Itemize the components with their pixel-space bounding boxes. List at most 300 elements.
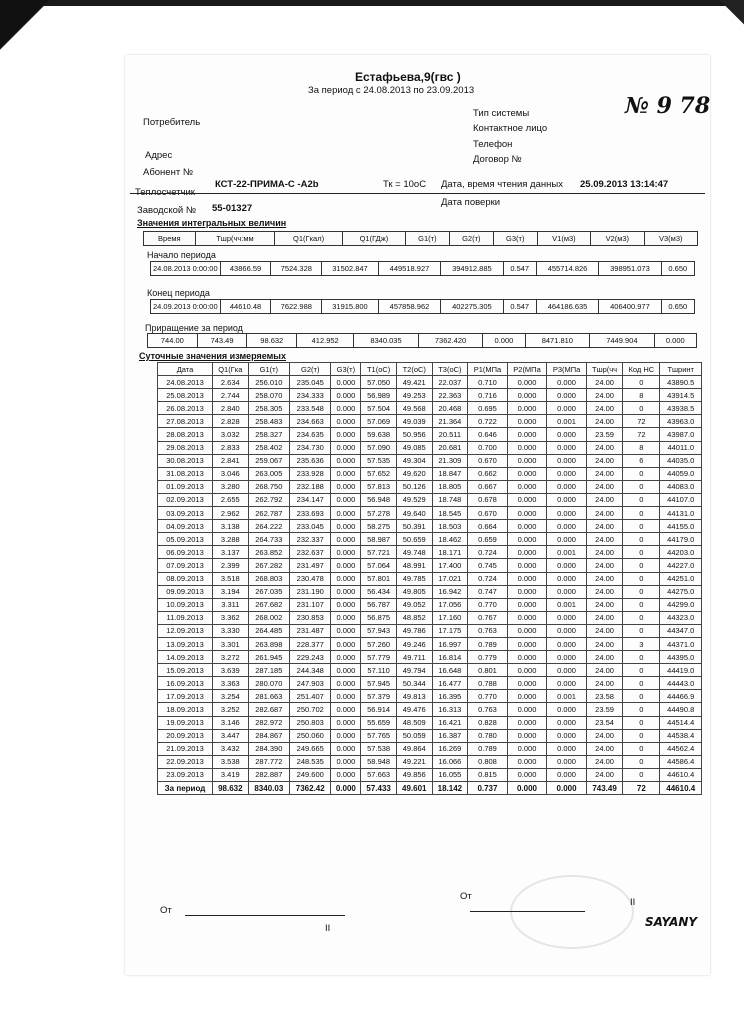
- cell: 57.260: [361, 637, 397, 650]
- cell: 18.171: [432, 546, 468, 559]
- cell: 3: [623, 637, 660, 650]
- contract-label: Договор №: [473, 154, 522, 165]
- cell: 0: [623, 493, 660, 506]
- cell: 8: [623, 389, 660, 402]
- table-row: [158, 507, 702, 520]
- cell: 0: [623, 559, 660, 572]
- cell: 01.09.2013: [158, 480, 213, 493]
- scan-shadow: [0, 0, 70, 70]
- cell: 0.722: [468, 415, 508, 428]
- cell: 0.000: [547, 637, 587, 650]
- cell: 233.548: [290, 402, 331, 415]
- cell: 0: [623, 480, 660, 493]
- cell: 10.09.2013: [158, 598, 213, 611]
- cell: 56.787: [361, 598, 397, 611]
- cell: 0.001: [547, 598, 587, 611]
- cell: 0.000: [331, 624, 361, 637]
- cell: 18.748: [432, 493, 468, 506]
- cell: 0.000: [507, 651, 547, 664]
- cell: 3.301: [213, 637, 249, 650]
- cell: 258.070: [248, 389, 289, 402]
- cell: 0.788: [468, 677, 508, 690]
- cell: 2.841: [213, 454, 249, 467]
- consumer-label: Потребитель: [143, 117, 201, 128]
- cell: 22.037: [432, 376, 468, 389]
- cell: 24.00: [586, 755, 622, 768]
- cell: 0.000: [547, 376, 587, 389]
- cell: 0.001: [547, 415, 587, 428]
- cell: 264.733: [248, 533, 289, 546]
- col-header: G2(т): [449, 232, 493, 246]
- cell: 0.000: [331, 690, 361, 703]
- cell: 0.678: [468, 493, 508, 506]
- cell: 0.646: [468, 428, 508, 441]
- cell: 0.000: [547, 782, 587, 795]
- cell: 28.08.2013: [158, 428, 213, 441]
- cell: 0.000: [507, 611, 547, 624]
- cell: 57.090: [361, 441, 397, 454]
- cell: 3.138: [213, 520, 249, 533]
- table-row: [158, 480, 702, 493]
- cell: 2.828: [213, 415, 249, 428]
- cell: 17.175: [432, 624, 468, 637]
- cell: 50.391: [396, 520, 432, 533]
- cell: 2.399: [213, 559, 249, 572]
- cell: 398951.073: [599, 262, 661, 276]
- contact-label: Контактное лицо: [473, 123, 548, 134]
- cell: 48.991: [396, 559, 432, 572]
- col-header: Тшр(чч: [586, 363, 622, 376]
- cell: 49.805: [396, 585, 432, 598]
- table-row: [158, 677, 702, 690]
- cell: 98.632: [213, 782, 249, 795]
- cell: 17.09.2013: [158, 690, 213, 703]
- cell: 8340.03: [248, 782, 289, 795]
- table-row: [158, 441, 702, 454]
- cell: 0.000: [507, 768, 547, 781]
- cell: 16.395: [432, 690, 468, 703]
- cell: 3.363: [213, 677, 249, 690]
- cell: 57.652: [361, 467, 397, 480]
- cell: 0: [623, 624, 660, 637]
- cell: 49.304: [396, 454, 432, 467]
- cell: 8340.035: [354, 334, 419, 348]
- read-datetime-value: 25.09.2013 13:14:47: [580, 179, 669, 190]
- cell: 3.280: [213, 480, 249, 493]
- cell: 23.59: [586, 428, 622, 441]
- cell: 59.638: [361, 428, 397, 441]
- col-header: G3(т): [493, 232, 537, 246]
- cell: 18.503: [432, 520, 468, 533]
- cell: 258.402: [248, 441, 289, 454]
- cell: 0.815: [468, 768, 508, 781]
- cell: 0: [623, 664, 660, 677]
- cell: 0.000: [507, 520, 547, 533]
- cell: 0.000: [331, 755, 361, 768]
- cell: 57.765: [361, 729, 397, 742]
- cell: 44419.0: [660, 664, 702, 677]
- cell: 0.724: [468, 546, 508, 559]
- cell: За период: [158, 782, 213, 795]
- cell: 0: [623, 507, 660, 520]
- cell: 24.00: [586, 768, 622, 781]
- cell: 2.962: [213, 507, 249, 520]
- cell: 23.58: [586, 690, 622, 703]
- cell: 402275.305: [441, 300, 503, 314]
- daily-body: [158, 376, 702, 782]
- cell: 56.948: [361, 493, 397, 506]
- cell: 57.943: [361, 624, 397, 637]
- cell: 0.000: [331, 664, 361, 677]
- cell: 232.188: [290, 480, 331, 493]
- cell: 49.864: [396, 742, 432, 755]
- table-row: [158, 624, 702, 637]
- cell: 268.750: [248, 480, 289, 493]
- table-row: [158, 651, 702, 664]
- cell: 44011.0: [660, 441, 702, 454]
- cell: 0: [623, 376, 660, 389]
- table-row: [158, 729, 702, 742]
- cell: 57.050: [361, 376, 397, 389]
- cell: 56.989: [361, 389, 397, 402]
- cell: 0.695: [468, 402, 508, 415]
- cell: 3.046: [213, 467, 249, 480]
- cell: 0.000: [507, 742, 547, 755]
- cell: 0.662: [468, 467, 508, 480]
- cell: 282.972: [248, 716, 289, 729]
- cell: 18.09.2013: [158, 703, 213, 716]
- table-row: [158, 467, 702, 480]
- cell: 19.09.2013: [158, 716, 213, 729]
- cell: 0.745: [468, 559, 508, 572]
- cell: 235.045: [290, 376, 331, 389]
- cell: 3.362: [213, 611, 249, 624]
- cell: 22.363: [432, 389, 468, 402]
- cell: 268.002: [248, 611, 289, 624]
- cell: 2.833: [213, 441, 249, 454]
- cell: 23.09.2013: [158, 768, 213, 781]
- cell: 3.146: [213, 716, 249, 729]
- info-divider: [130, 193, 705, 194]
- cell: 16.313: [432, 703, 468, 716]
- cell: 16.421: [432, 716, 468, 729]
- cell: 18.142: [432, 782, 468, 795]
- cell: 24.00: [586, 637, 622, 650]
- cell: 49.221: [396, 755, 432, 768]
- cell: 234.147: [290, 493, 331, 506]
- cell: 0.000: [331, 493, 361, 506]
- mark-right: II: [630, 897, 636, 908]
- cell: 0.000: [507, 507, 547, 520]
- cell: 0.000: [331, 441, 361, 454]
- cell: 0.000: [331, 520, 361, 533]
- cell: 263.852: [248, 546, 289, 559]
- cell: 0: [623, 402, 660, 415]
- table-row: [158, 533, 702, 546]
- cell: 49.246: [396, 637, 432, 650]
- cell: 0.737: [468, 782, 508, 795]
- signature-line-left: [185, 915, 345, 916]
- cell: 20.681: [432, 441, 468, 454]
- cell: 230.853: [290, 611, 331, 624]
- cell: 0.000: [331, 716, 361, 729]
- col-header: Код НС: [623, 363, 660, 376]
- daily-section-title: Суточные значения измеряемых: [139, 351, 286, 361]
- cell: 06.09.2013: [158, 546, 213, 559]
- cell: 0.767: [468, 611, 508, 624]
- cell: 57.721: [361, 546, 397, 559]
- cell: 43914.5: [660, 389, 702, 402]
- cell: 457858.962: [378, 300, 440, 314]
- table-row: [158, 742, 702, 755]
- cell: 0.650: [661, 262, 694, 276]
- cell: 25.08.2013: [158, 389, 213, 402]
- cell: 72: [623, 415, 660, 428]
- cell: 24.00: [586, 520, 622, 533]
- cell: 0.000: [331, 467, 361, 480]
- cell: 44538.4: [660, 729, 702, 742]
- cell: 3.538: [213, 755, 249, 768]
- cell: 57.538: [361, 742, 397, 755]
- cell: 0.000: [507, 637, 547, 650]
- cell: 0.000: [507, 598, 547, 611]
- cell: 464186.635: [536, 300, 598, 314]
- cell: 16.09.2013: [158, 677, 213, 690]
- cell: 0.650: [661, 300, 694, 314]
- handwritten-mark: № 9 78: [625, 93, 711, 119]
- faded-stamp: [510, 875, 634, 949]
- cell: 264.485: [248, 624, 289, 637]
- cell: 249.665: [290, 742, 331, 755]
- cell: 0.000: [507, 703, 547, 716]
- cell: 44323.0: [660, 611, 702, 624]
- cell: 12.09.2013: [158, 624, 213, 637]
- cell: 0: [623, 703, 660, 716]
- table-row: [158, 768, 702, 781]
- cell: 24.00: [586, 677, 622, 690]
- col-header: T2(оС): [396, 363, 432, 376]
- cell: 267.035: [248, 585, 289, 598]
- cell: 0.000: [547, 624, 587, 637]
- cell: 44466.9: [660, 690, 702, 703]
- cell: 0: [623, 467, 660, 480]
- col-header: T1(оС): [361, 363, 397, 376]
- table-row: [148, 334, 697, 348]
- cell: 0.000: [547, 742, 587, 755]
- cell: 24.00: [586, 402, 622, 415]
- cell: 07.09.2013: [158, 559, 213, 572]
- cell: 49.568: [396, 402, 432, 415]
- cell: 394912.885: [441, 262, 503, 276]
- address-label: Адрес: [145, 150, 173, 161]
- cell: 287.185: [248, 664, 289, 677]
- cell: 0.000: [331, 585, 361, 598]
- cell: 744.00: [148, 334, 198, 348]
- cell: 50.059: [396, 729, 432, 742]
- cell: 43987.0: [660, 428, 702, 441]
- cell: 44155.0: [660, 520, 702, 533]
- meter-label: Теплосчетчик: [135, 187, 195, 198]
- cell: 98.632: [247, 334, 297, 348]
- cell: 0.000: [547, 716, 587, 729]
- cell: 268.803: [248, 572, 289, 585]
- table-row: [158, 389, 702, 402]
- cell: 50.344: [396, 677, 432, 690]
- cell: 282.887: [248, 768, 289, 781]
- cell: 0.770: [468, 598, 508, 611]
- cell: 31915.800: [322, 300, 379, 314]
- cell: 18.545: [432, 507, 468, 520]
- col-header: G1(т): [248, 363, 289, 376]
- cell: 15.09.2013: [158, 664, 213, 677]
- cell: 24.00: [586, 493, 622, 506]
- cell: 0.000: [547, 520, 587, 533]
- cell: 0.000: [547, 533, 587, 546]
- cell: 0.000: [507, 729, 547, 742]
- cell: 0.001: [547, 546, 587, 559]
- cell: 3.447: [213, 729, 249, 742]
- cell: 44275.0: [660, 585, 702, 598]
- cell: 0.000: [507, 389, 547, 402]
- cell: 0.000: [331, 572, 361, 585]
- cell: 250.702: [290, 703, 331, 716]
- cell: 0.000: [547, 507, 587, 520]
- cell: 16.814: [432, 651, 468, 664]
- cell: 31.08.2013: [158, 467, 213, 480]
- cell: 0.000: [507, 585, 547, 598]
- cell: 24.00: [586, 376, 622, 389]
- col-header: Тшринт: [660, 363, 702, 376]
- col-header: Дата: [158, 363, 213, 376]
- system-type-label: Тип системы: [473, 108, 530, 119]
- cell: 11.09.2013: [158, 611, 213, 624]
- cell: 7524.328: [271, 262, 322, 276]
- integral-delta-row: [147, 333, 697, 348]
- cell: 16.066: [432, 755, 468, 768]
- cell: 44131.0: [660, 507, 702, 520]
- cell: 0.000: [331, 428, 361, 441]
- document-title: Естафьева,9(гвс ): [355, 70, 461, 84]
- cell: 0.747: [468, 585, 508, 598]
- cell: 44227.0: [660, 559, 702, 572]
- delta-label: Приращение за период: [145, 323, 243, 333]
- cell: 0.000: [507, 467, 547, 480]
- cell: 21.364: [432, 415, 468, 428]
- cell: 263.005: [248, 467, 289, 480]
- cell: 406400.977: [599, 300, 661, 314]
- cell: 0.000: [331, 389, 361, 402]
- col-header: G3(т): [331, 363, 361, 376]
- cell: 0.000: [331, 415, 361, 428]
- cell: 24.08.2013: [158, 376, 213, 389]
- cell: 55.659: [361, 716, 397, 729]
- table-row: [158, 690, 702, 703]
- cell: 44251.0: [660, 572, 702, 585]
- cell: 22.09.2013: [158, 755, 213, 768]
- cell: 259.067: [248, 454, 289, 467]
- cell: 0.000: [331, 507, 361, 520]
- cell: 0.000: [547, 664, 587, 677]
- cell: 24.09.2013 0:00:00: [151, 300, 221, 314]
- cell: 2.744: [213, 389, 249, 402]
- table-row: [158, 611, 702, 624]
- cell: 0: [623, 520, 660, 533]
- cell: 43938.5: [660, 402, 702, 415]
- table-row: [158, 703, 702, 716]
- cell: 0.000: [507, 533, 547, 546]
- cell: 24.00: [586, 742, 622, 755]
- cell: 09.09.2013: [158, 585, 213, 598]
- cell: 44395.0: [660, 651, 702, 664]
- cell: 0.547: [503, 262, 536, 276]
- cell: 16.387: [432, 729, 468, 742]
- cell: 57.813: [361, 480, 397, 493]
- cell: 49.085: [396, 441, 432, 454]
- cell: 0: [623, 585, 660, 598]
- col-header: G2(т): [290, 363, 331, 376]
- cell: 0.000: [331, 677, 361, 690]
- cell: 0.000: [547, 572, 587, 585]
- cell: 16.477: [432, 677, 468, 690]
- cell: 0.000: [547, 559, 587, 572]
- cell: 2.840: [213, 402, 249, 415]
- cell: 229.243: [290, 651, 331, 664]
- cell: 3.137: [213, 546, 249, 559]
- cell: 13.09.2013: [158, 637, 213, 650]
- cell: 24.00: [586, 624, 622, 637]
- cell: 263.898: [248, 637, 289, 650]
- cell: 44299.0: [660, 598, 702, 611]
- cell: 58.275: [361, 520, 397, 533]
- total-row: [158, 782, 702, 795]
- cell: 0.670: [468, 454, 508, 467]
- cell: 0.000: [547, 441, 587, 454]
- serial-label: Заводской №: [137, 205, 197, 216]
- cell: 04.09.2013: [158, 520, 213, 533]
- cell: 20.511: [432, 428, 468, 441]
- cell: 0.000: [547, 651, 587, 664]
- cell: 267.282: [248, 559, 289, 572]
- cell: 244.348: [290, 664, 331, 677]
- cell: 27.08.2013: [158, 415, 213, 428]
- col-header: V2(м3): [591, 232, 644, 246]
- subscriber-label: Абонент №: [143, 167, 194, 178]
- cell: 49.529: [396, 493, 432, 506]
- cell: 44107.0: [660, 493, 702, 506]
- cell: 0.000: [547, 402, 587, 415]
- cell: 44610.4: [660, 768, 702, 781]
- cell: 57.064: [361, 559, 397, 572]
- cell: 7622.988: [271, 300, 322, 314]
- table-row: [158, 493, 702, 506]
- table-row: [158, 402, 702, 415]
- cell: 50.659: [396, 533, 432, 546]
- sayany-logo: SAYANY: [645, 915, 698, 929]
- cell: 43890.5: [660, 376, 702, 389]
- cell: 3.254: [213, 690, 249, 703]
- cell: 24.00: [586, 467, 622, 480]
- cell: 232.337: [290, 533, 331, 546]
- cell: 30.08.2013: [158, 454, 213, 467]
- cell: 6: [623, 454, 660, 467]
- cell: 24.00: [586, 441, 622, 454]
- cell: 0.763: [468, 624, 508, 637]
- cell: 24.00: [586, 572, 622, 585]
- cell: 0.000: [331, 611, 361, 624]
- cell: 24.00: [586, 546, 622, 559]
- cell: 49.421: [396, 376, 432, 389]
- cell: 31502.847: [322, 262, 379, 276]
